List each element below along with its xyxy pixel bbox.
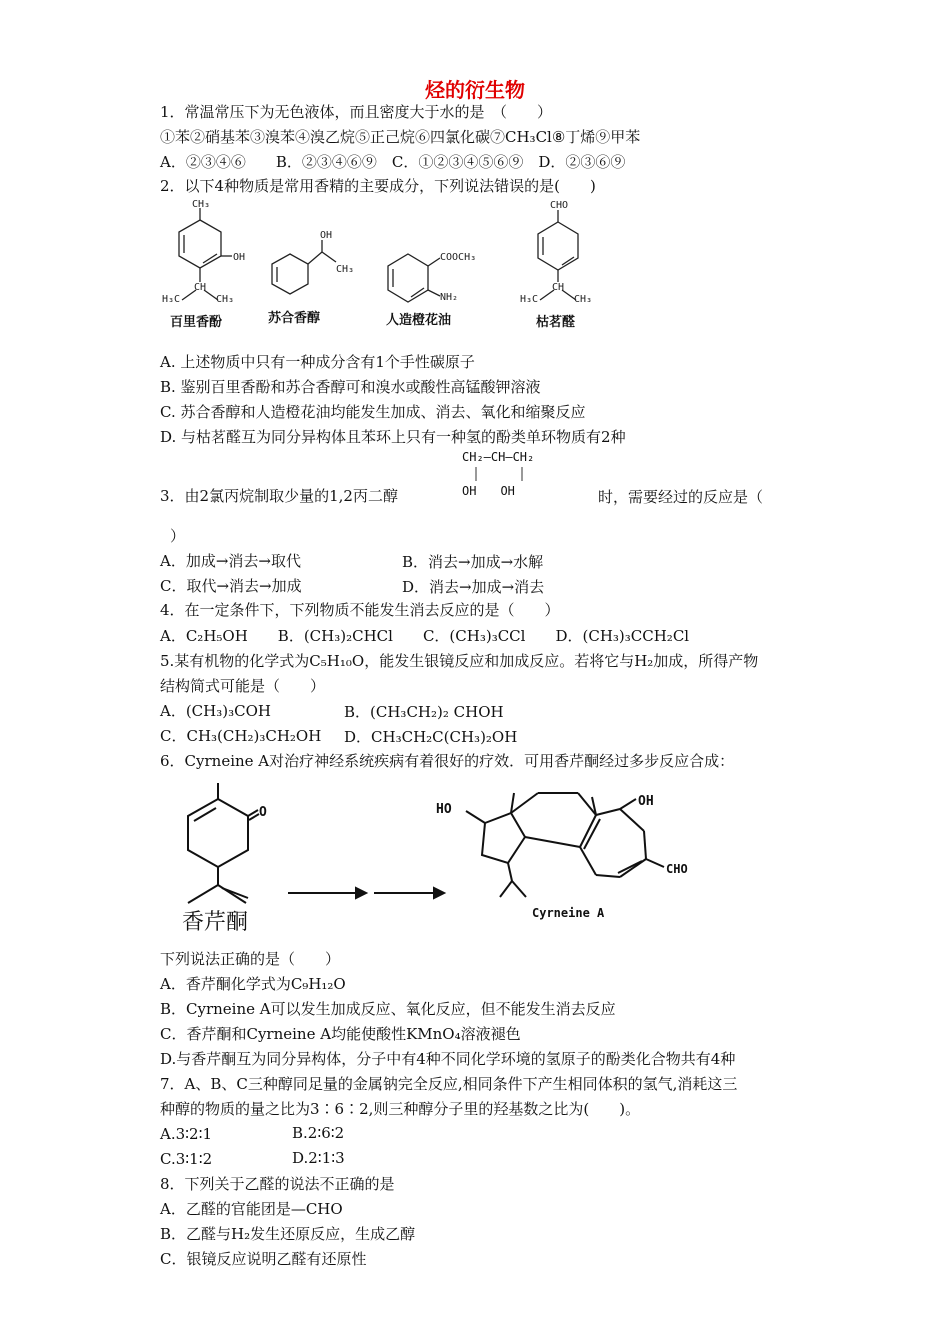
q2-option-a: A. 上述物质中只有一种成分含有1个手性碳原子 (160, 353, 475, 371)
q3-formula-bonds (462, 465, 592, 483)
reaction-arrows (288, 888, 444, 898)
q3-stem-c: ） (170, 527, 186, 545)
cuminaldehyde-h3c: H₃C (520, 294, 539, 305)
cyrneine-ho: HO (436, 802, 452, 817)
q2-structures (160, 196, 620, 336)
q1-options: A．②③④⑥ B．②③④⑥⑨ C．①②③④⑤⑥⑨ D．②③⑥⑨ (160, 153, 626, 171)
thymol-ch3: CH₃ (192, 199, 211, 210)
thymol-ch: CH (194, 282, 207, 293)
phenylethanol-oh: OH (320, 230, 333, 241)
cuminaldehyde-cho: CHO (550, 200, 569, 211)
q6-question: 下列说法正确的是（ ） (160, 950, 341, 968)
q2-stem: 2．以下4种物质是常用香精的主要成分，下列说法错误的是( ) (160, 177, 596, 195)
q5-option-c: C．CH₃(CH₂)₃CH₂OH (160, 727, 322, 745)
thymol-ch3-right: CH₃ (216, 294, 235, 305)
anthranilate-nh2: NH₂ (440, 292, 459, 303)
q5-option-d: D．CH₃CH₂C(CH₃)₂OH (344, 728, 518, 746)
q6-reaction-scheme (160, 775, 720, 935)
q4-stem: 4．在一定条件下，下列物质不能发生消去反应的是（ ） (160, 601, 560, 619)
q8-option-c: C．银镜反应说明乙醛有还原性 (160, 1250, 367, 1268)
anthranilate-cooch3: COOCH₃ (440, 252, 477, 263)
q7-option-c: C.3∶1∶2 (160, 1150, 213, 1168)
cuminaldehyde-ch3: CH₃ (574, 294, 593, 305)
q8-option-b: B．乙醛与H₂发生还原反应，生成乙醇 (160, 1225, 416, 1243)
q5-option-a: A．(CH₃)₃COH (160, 702, 271, 720)
q8-option-a: A．乙醛的官能团是—CHO (160, 1200, 343, 1218)
q6-stem: 6．Cyrneine A对治疗神经系统疾病有着很好的疗效．可用香芹酮经过多步反应合成： (160, 752, 735, 770)
q7-stem-line2: 种醇的物质的量之比为3∶6∶2,则三种醇分子里的羟基数之比为( )。 (160, 1100, 641, 1118)
q2-option-d: D. 与枯茗醛互为同分异构体且苯环上只有一种氢的酚类单环物质有2种 (160, 428, 626, 446)
q4-options: A．C₂H₅OH B．(CH₃)₂CHCl C．(CH₃)₃CCl D．(CH₃)₃CCH₂Cl (160, 627, 690, 645)
thymol-oh: OH (233, 252, 246, 263)
q3-formula-top: CH₂—CH—CH₂ (462, 450, 535, 464)
cyrneine-oh: OH (638, 794, 654, 809)
q3-formula-bottom: OH OH (462, 484, 515, 498)
q6-option-c: C．香芹酮和Cyrneine A均能使酸性KMnO₄溶液褪色 (160, 1025, 521, 1043)
q7-stem-line1: 7．A、B、C三种醇同足量的金属钠完全反应,相同条件下产生相同体积的氢气,消耗这三 (160, 1075, 738, 1093)
page-title: 烃的衍生物 (425, 78, 525, 102)
thymol-h3c: H₃C (162, 294, 181, 305)
q2-option-c: C. 苏合香醇和人造橙花油均能发生加成、消去、氧化和缩聚反应 (160, 403, 586, 421)
q7-option-b: B.2∶6∶2 (292, 1124, 345, 1142)
carvone-structure (188, 783, 259, 903)
carvone-label: 香芹酮 (182, 910, 249, 935)
cyrneine-structure (466, 793, 664, 897)
thymol-label: 百里香酚 (170, 315, 223, 330)
q3-option-a: A．加成→消去→取代 (160, 552, 301, 570)
q5-stem-line2: 结构简式可能是（ ） (160, 677, 326, 695)
q1-stem: 1．常温常压下为无色液体，而且密度大于水的是 （ ） (160, 103, 553, 121)
q5-option-b: B．(CH₃CH₂)₂ CHOH (344, 703, 504, 721)
q3-stem-a: 3．由2氯丙烷制取少量的1,2丙二醇 (160, 487, 398, 505)
cuminaldehyde-ch: CH (552, 282, 565, 293)
q3-stem-b: 时，需要经过的反应是（ (598, 488, 764, 506)
q6-option-a: A．香芹酮化学式为C₉H₁₂O (160, 975, 346, 993)
phenylethanol-label: 苏合香醇 (268, 311, 321, 326)
q7-option-d: D.2∶1∶3 (292, 1149, 345, 1167)
q6-option-d: D.与香芹酮互为同分异构体，分子中有4种不同化学环境的氢原子的酚类化合物共有4种 (160, 1050, 736, 1068)
q3-option-b: B．消去→加成→水解 (402, 553, 544, 571)
q6-option-b: B．Cyrneine A可以发生加成反应、氧化反应，但不能发生消去反应 (160, 1000, 616, 1018)
phenylethanol-structure (272, 240, 336, 294)
q1-list: ①苯②硝基苯③溴苯④溴乙烷⑤正己烷⑥四氯化碳⑦CH₃Cl⑧丁烯⑨甲苯 (160, 128, 641, 146)
q7-option-a: A.3∶2∶1 (160, 1125, 213, 1143)
cyrneine-label: Cyrneine A (532, 906, 605, 920)
carvone-oxygen: O (259, 805, 267, 820)
q3-option-d: D．消去→加成→消去 (402, 578, 545, 596)
q5-stem-line1: 5.某有机物的化学式为C₅H₁₀O，能发生银镜反应和加成反应。若将它与H₂加成，所得产物 (160, 652, 759, 670)
cyrneine-cho: CHO (666, 862, 688, 876)
cuminaldehyde-label: 枯茗醛 (536, 315, 576, 330)
q3-option-c: C．取代→消去→加成 (160, 577, 302, 595)
q2-option-b: B. 鉴别百里香酚和苏合香醇可和溴水或酸性高锰酸钾溶液 (160, 378, 541, 396)
phenylethanol-ch3: CH₃ (336, 264, 355, 275)
methyl-anthranilate-structure (388, 254, 440, 302)
anthranilate-label: 人造橙花油 (386, 313, 452, 328)
q8-stem: 8．下列关于乙醛的说法不正确的是 (160, 1175, 395, 1193)
